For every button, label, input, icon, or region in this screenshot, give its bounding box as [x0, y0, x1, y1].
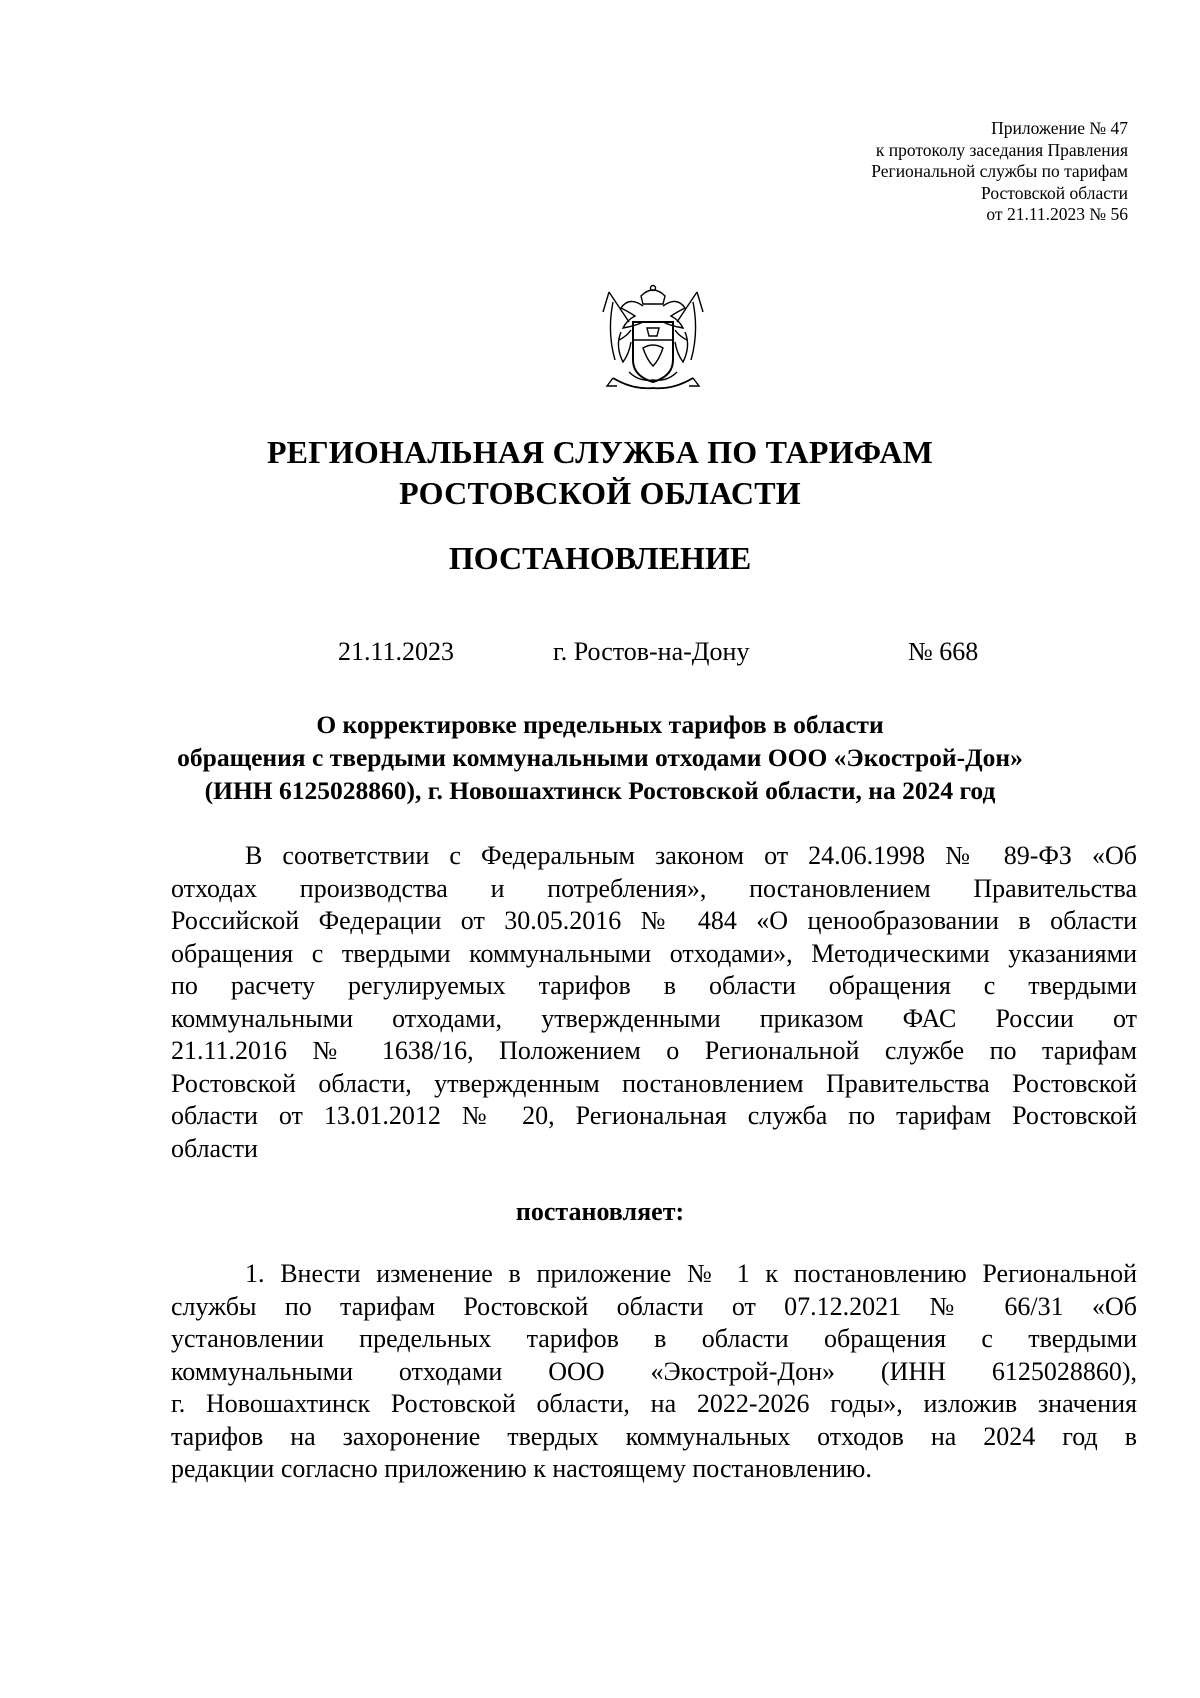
- preamble-line: области от 13.01.2012 № 20, Региональная служба по тарифам Ростовской: [171, 1101, 1137, 1130]
- subject-line: обращения с твердыми коммунальными отходами ООО «Экострой-Дон»: [177, 743, 1023, 772]
- document-number: № 668: [908, 637, 979, 666]
- preamble-line: 21.11.2016 № 1638/16, Положением о Региональной службе по тарифам: [171, 1036, 1137, 1065]
- item-1-line: г. Новошахтинск Ростовской области, на 2022-2026 годы», изложив значения: [171, 1389, 1137, 1418]
- appendix-line: Приложение № 47: [991, 118, 1128, 138]
- coat-of-arms-icon: [599, 282, 707, 398]
- organization-name: [0, 432, 1200, 514]
- item-1-line: 1. Внести изменение в приложение № 1 к постановлению Региональной: [245, 1259, 1137, 1288]
- document-date: 21.11.2023: [338, 637, 455, 666]
- preamble-line: области: [171, 1133, 258, 1163]
- item-1-line: установлении предельных тарифов в области обращения с твердыми: [171, 1324, 1137, 1353]
- document-city: г. Ростов-на-Дону: [553, 637, 750, 666]
- appendix-line: Ростовской области: [981, 182, 1128, 203]
- appendix-note: [628, 118, 1128, 226]
- decree-word: постановляет:: [515, 1197, 685, 1226]
- preamble-line: В соответствии с Федеральным законом от 24.06.1998 № 89-ФЗ «Об: [245, 841, 1137, 870]
- subject-line: (ИНН 6125028860), г. Новошахтинск Ростовской области, на 2024 год: [204, 776, 996, 805]
- preamble-paragraph: [171, 840, 1137, 1165]
- appendix-line: Региональной службы по тарифам: [871, 161, 1128, 181]
- preamble-line: Ростовской области, утвержденным постановлением Правительства Ростовской: [171, 1068, 1137, 1098]
- organization-line: РЕГИОНАЛЬНАЯ СЛУЖБА ПО ТАРИФАМ: [266, 434, 934, 470]
- item-1-paragraph: [171, 1258, 1137, 1486]
- organization-line: РОСТОВСКОЙ ОБЛАСТИ: [399, 475, 801, 511]
- appendix-line: от 21.11.2023 № 56: [986, 204, 1128, 224]
- preamble-line: отходах производства и потребления», постановлением Правительства: [171, 873, 1137, 903]
- item-1-line: редакции согласно приложению к настоящему постановлению.: [171, 1454, 872, 1483]
- item-1-line: тарифов на захоронение твердых коммунальных отходов на 2024 год в: [171, 1421, 1137, 1451]
- preamble-line: коммунальными отходами, утвержденными приказом ФАС России от: [171, 1003, 1137, 1033]
- preamble-line: Российской Федерации от 30.05.2016 № 484 «О ценообразовании в области: [171, 906, 1137, 935]
- item-1-line: коммунальными отходами ООО «Экострой-Дон» (ИНН 6125028860),: [171, 1356, 1137, 1386]
- document-subject: [0, 708, 1200, 807]
- item-1-line: службы по тарифам Ростовской области от 07.12.2021 № 66/31 «Об: [171, 1291, 1137, 1321]
- preamble-line: обращения с твердыми коммунальными отходами», Методическими указаниями: [171, 938, 1137, 968]
- preamble-line: по расчету регулируемых тарифов в области обращения с твердыми: [171, 971, 1137, 1000]
- subject-line: О корректировке предельных тарифов в области: [316, 710, 884, 739]
- document-type: ПОСТАНОВЛЕНИЕ: [448, 540, 752, 576]
- appendix-line: к протоколу заседания Правления: [875, 139, 1128, 160]
